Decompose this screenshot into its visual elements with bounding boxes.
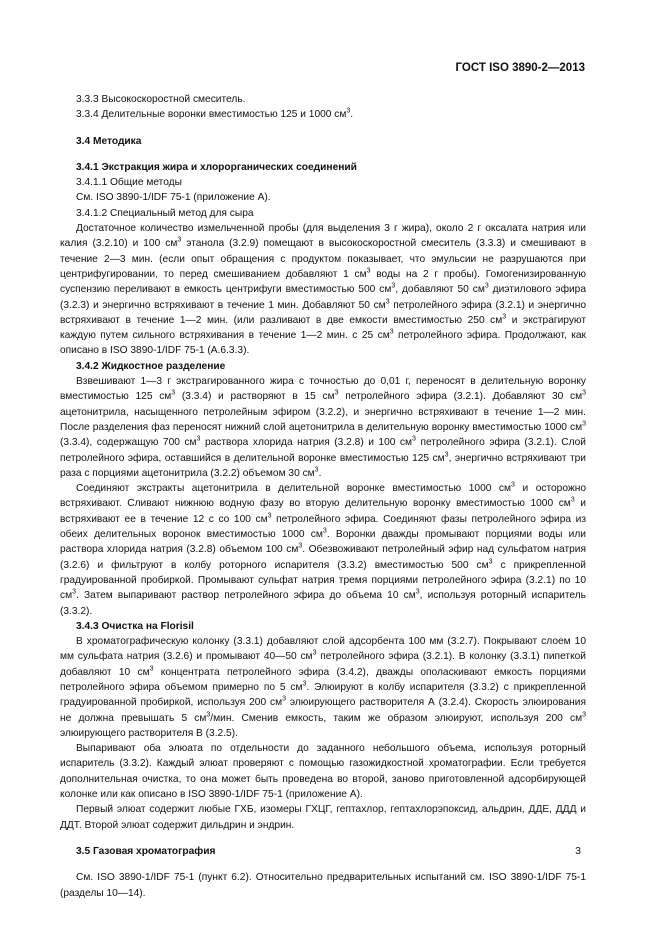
document-header: ГОСТ ISO 3890-2—2013 bbox=[455, 62, 585, 74]
body-paragraph: Выпаривают оба элюата по отдельности до заданного небольшого объема, используя роторный испаритель (3.3.2). Каждый элюат проверяют с помощью газожидкостной хроматографии. Если требуется дополнительная очистка, то она может быть проведена во второй, заново приготовленной адсорбирующей колонке или как описано в ISO 3890-1/IDF 75-1 (приложение А). bbox=[60, 743, 586, 801]
list-line: 3.4.1.2 Специальный метод для сыра bbox=[76, 207, 254, 219]
body-paragraph: Первый элюат содержит любые ГХБ, изомеры ГХЦГ, гептахлор, гептахлорэпоксид, альдрин, ДДЕ, ДДД и ДДТ. Второй элюат содержит дильдрин и эндрин. bbox=[60, 804, 586, 831]
section-heading: 3.4.1 Экстракция жира и хлорорганических соединений bbox=[76, 161, 357, 173]
list-line: 3.3.4 Делительные воронки вместимостью 125 и 1000 $см^3$. bbox=[76, 107, 354, 121]
body-paragraph: См. ISO 3890-1/IDF 75-1 (пункт 6.2). Относительно предварительных испытаний см. ISO 3890-1/IDF 75-1 (разделы 10—14). bbox=[60, 872, 586, 899]
body-paragraph: Взвешивают 1—3 г экстрагированного жира с точностью до 0,01 г, переносят в делительную воронку вместимостью 125 $см^3$ (3.3.4) и растворяют в 15 $см^3$ петролейного эфира (3.2.1). Добавляют 30 $см^3$ ацетонитрила, насыщенного петролейным эфиром (3.2.2), и энергично встряхивают в течение 1—2 мин. После разделения фаз переносят нижний слой ацетонитрила в делительную воронку вместимостью 1000 $см^3$ (3.3.4), содержащую 700 $см^3$ раствора хлорида натрия (3.2.8) и 100 $см^3$ петролейного эфира (3.2.1). Слой петролейного эфира, оставшийся в делительной воронке вместимостью 125 $см^3$, энергично встряхивают три раза с порциями ацетонитрила (3.2.2) объемом 30 $см^3$. bbox=[60, 376, 586, 479]
document-body bbox=[60, 92, 586, 901]
list-line: 3.4.1.1 Общие методы bbox=[76, 177, 182, 189]
body-paragraph: Соединяют экстракты ацетонитрила в делительной воронке вместимостью 1000 $см^3$ и осторожно встряхивают. Сливают нижнюю водную фазу во вторую делительную воронку вместимостью 1000 $см^3$ и встряхивают ее в течение 12 с со 100 $см^3$ петролейного эфира. Соединяют фазы петролейного эфира из обеих делительных воронок вместимостью 1000 $см^3$. Воронки дважды промывают порциями воды или раствора хлорида натрия (3.2.8) объемом 100 $см^3$. Обезвоживают петролейный эфир над сульфатом натрия (3.2.6) и фильтруют в колбу роторного испарителя (3.3.2) вместимостью 500 $см^3$ с прикрепленной градуированной пробиркой. Промывают сульфат натрия тремя порциями петролейного эфира (3.2.1) по 10 $см^3$. Затем выпаривают раствор петролейного эфира до объема 10 $см^3$, используя роторный испаритель (3.3.2). bbox=[60, 481, 586, 617]
page-number: 3 bbox=[575, 845, 581, 857]
spacer bbox=[60, 859, 586, 870]
body-paragraph: В хроматографическую колонку (3.3.1) добавляют слой адсорбента 100 мм (3.2.7). Покрывают слоем 10 мм сульфата натрия (3.2.6) и промывают 40—50 $см^3$ петролейного эфира (3.2.1). В колонку (3.3.1) пипеткой добавляют 10 $см^3$ концентрата петролейного эфира (3.4.2), дважды ополаскивают емкость порциями петролейного эфира объемом примерно по 5 $см^3$. Элюируют в колбу испарителя (3.3.2) с прикрепленной градуированной пробиркой, используя 200 $см^3$ элюирующего растворителя А (3.2.4). Скорость элюирования не должна превышать 5 $см^3$/мин. Сменив емкость, таким же образом элюируют, используя 200 $см^3$ элюирующего растворителя В (3.2.5). bbox=[60, 636, 586, 739]
section-heading: 3.4.3 Очистка на Florisil bbox=[76, 620, 194, 632]
section-heading: 3.5 Газовая хроматография bbox=[76, 845, 216, 857]
body-paragraph: Достаточное количество измельченной пробы (для выделения 3 г жира), около 2 г оксалата натрия или калия (3.2.10) и 100 $см^3$ этанола (3.2.9) помещают в высокоскоростной смеситель (3.3.3) и смешивают в течение 2—3 мин. (если опыт обращения с продуктом показывает, что эмульсии не разрушаются при центрифугировании, то перед смешиванием добавляют 1 $см^3$ воды на 2 г пробы). Гомогенизированную суспензию переливают в емкость центрифуги вместимостью 500 $см^3$, добавляют 50 $см^3$ диэтилового эфира (3.2.3) и энергично встряхивают в течение 1 мин. Добавляют 50 $см^3$ петролейного эфира (3.2.1) и энергично встряхивают в течение 1—2 мин. (или разливают в две емкости вместимостью 250 $см^3$ и экстрагируют каждую путем сильного встряхивания в течение 1—2 мин. с 25 $см^3$ петролейного эфира. Продолжают, как описано в ISO 3890-1/IDF 75-1 (А.6.3.3). bbox=[60, 223, 587, 357]
list-line: 3.3.3 Высокоскоростной смеситель. bbox=[76, 94, 246, 105]
spacer bbox=[60, 149, 586, 160]
section-heading: 3.4 Методика bbox=[76, 135, 142, 147]
section-heading: 3.4.2 Жидкостное разделение bbox=[76, 360, 226, 372]
list-line: См. ISO 3890-1/IDF 75-1 (приложение А). bbox=[76, 192, 271, 204]
spacer bbox=[60, 123, 586, 134]
spacer bbox=[60, 833, 586, 844]
